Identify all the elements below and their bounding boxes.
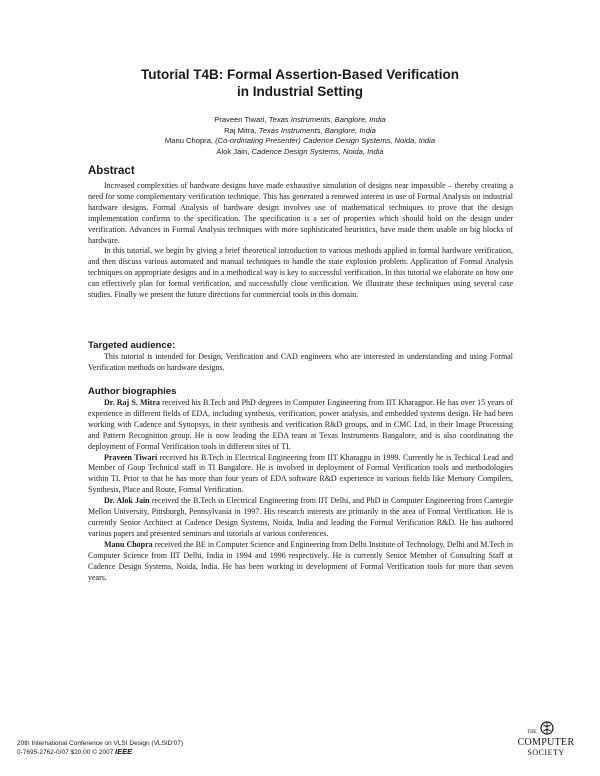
author-list (0, 115, 600, 157)
author-entry: Alok Jain, Cadence Design Systems, Noida, India (216, 146, 384, 156)
bio-paragraph: Dr. Alok Jain received the B.Tech in Electrical Engineering from IIT Delhi, and PhD in Computer Engineering from Carnegie Mellon University, Pittsburgh, Pennsylvania in 1997. His research interests are primarily in the area of Formal Verification. He is currently Senior Architect at Cadence Design Systems, Noida, India and leading the Formal Verification R&D. He has authored various papers and presented seminars and tutorials at various conferences. (88, 496, 513, 538)
ieee-logo: IEEE (115, 747, 133, 756)
computer-society-logo (514, 720, 578, 766)
footer-conference: 20th International Conference on VLSI Design (VLSID'07) (17, 740, 184, 747)
bio-body (88, 398, 513, 583)
abstract-paragraph: Increased complexities of hardware designs have made exhaustive simulation of designs near impossible – thereby creating a need for some complementary verification technique. This has generated a renewed interest in use of Formal Analysis on industrial hardware designs. Formal Analysis of hardware design involves use of mathematical techniques to prove that the design implementation confirms to the specification. The specification is a set of properties which should hold on the design under verification. Advances in Formal Analysis techniques with more sophisticated heuristics, have made them usable on big blocks of hardware. (88, 181, 513, 245)
abstract-paragraph: In this tutorial, we begin by giving a brief theoretical introduction to various methods applied in formal hardware verification, and then discuss various automated and manual techniques to handle the state explosion problem. Application of Formal Analysis techniques on appropriate designs and in a methodical way is key to successful verification. In this tutorial we elaborate on how one can effectively plan for formal verification, and successfully close verification. We illustrate these techniques using several case studies. Finally we present the future directions for commercial tools in this domain. (88, 246, 513, 300)
paper-title-line1: Tutorial T4B: Formal Assertion-Based Verification (140, 67, 460, 82)
bio-paragraph: Dr. Raj S. Mitra received his B.Tech and PhD degrees in Computer Engineering from IIT Kharagpur. He has over 15 years of experience in different fields of EDA, including synthesis, verification, power analysis, and embedded systems design. He had been working with Cadence and Synopsys, in their synthesis and verification R&D groups, and in CMC Ltd, in their Image Processing and Pattern Recognition group. He is now leading the EDA team at Texas Instruments Bangalore, and is also coordinating the deployment of Formal Verification tools in different sites of TI. (88, 398, 513, 451)
abstract-body (88, 181, 513, 301)
footer-copyright: 0-7695-2762-0/07 $20.00 © 2007 IEEE (17, 747, 133, 756)
author-entry: Manu Chopra, (Co-ordinating Presenter) Cadence Design Systems, Noida, India (164, 136, 436, 146)
author-entry: Raj Mitra, Texas Instruments, Banglore, India (224, 125, 376, 135)
logo-computer: COMPUTER (517, 737, 575, 748)
audience-paragraph: This tutorial is intended for Design, Verification and CAD engineers who are interested in understanding and using Formal Verification methods on hardware designs. (88, 352, 513, 372)
bio-paragraph: Manu Chopra received the BE in Computer Science and Engineering from Delhi Institute of Technology, Delhi and M.Tech in Computer Science from IIT Delhi, India in 1994 and 1996 respectively. He is currently Senior Member of Consulting Staff at Cadence Design Systems, Noida, India. He has been working in development of Formal Verification tools for more than seven years. (88, 539, 513, 582)
abstract-heading: Abstract (88, 165, 135, 177)
author-entry: Praveen Tiwari, Texas Instruments, Banglore, India (214, 115, 386, 124)
logo-society: SOCIETY (527, 748, 565, 757)
bio-heading: Author biographies (88, 386, 177, 397)
bio-paragraph: Praveen Tiwari received his B.Tech in Electrical Engineering from IIT Kharagpu in 1999. Currently he is Techical Lead and Member of Goup Technical staff in TI Bangalore. He is involved in deployment of Formal Verification tools and methodologies within TI. Prior to that he has more than four years of EDA software R&D experience in various fields like Memory Compilers, Synthesis, Place and Route, Formal Verification. (88, 452, 514, 495)
audience-body (88, 352, 513, 374)
logo-the: THE (527, 730, 537, 735)
paper-title-line2: in Industrial Setting (236, 84, 363, 99)
audience-heading: Targeted audience: (88, 340, 176, 351)
